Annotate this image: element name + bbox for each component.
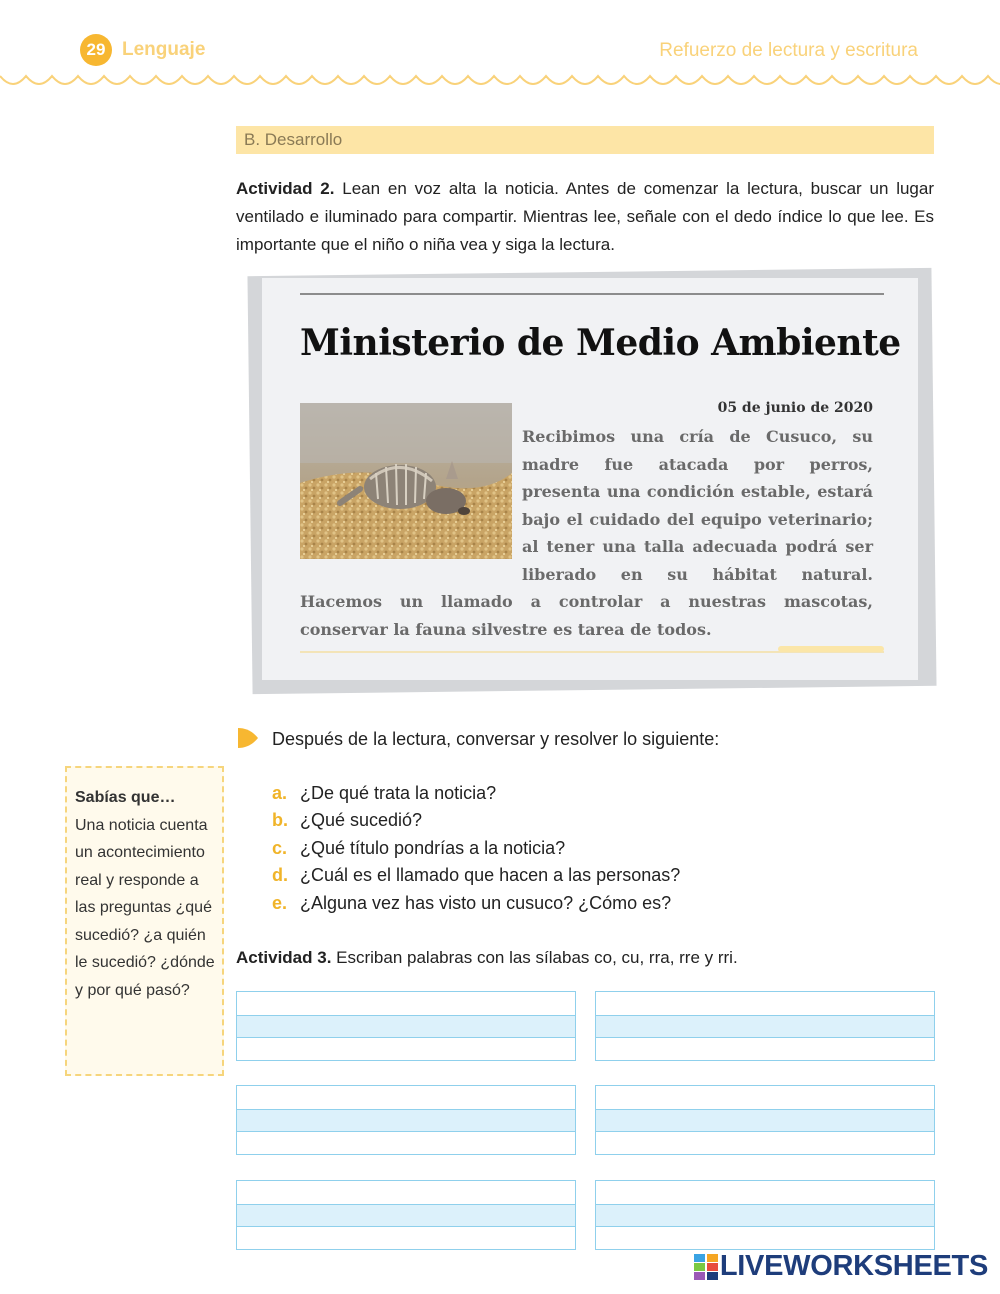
section-bar: [236, 126, 934, 154]
activity-3-text: Escriban palabras con las sílabas co, cu, rra, rre y rri.: [331, 948, 738, 967]
activity-2-text: Lean en voz alta la noticia. Antes de comenzar la lectura, buscar un lugar ventilado e iluminado para compartir. Mientras lee, señale con el dedo índice lo que lee. Es importante que el niño o niña vea y siga la lectura.: [236, 179, 934, 254]
section-label: B. Desarrollo: [244, 130, 343, 149]
activity-3-instructions: [236, 944, 738, 972]
question-a: a. ¿De qué trata la noticia?: [272, 783, 497, 803]
writing-box-6[interactable]: [595, 1180, 935, 1250]
news-card: [262, 278, 918, 680]
writing-box-2[interactable]: [595, 991, 935, 1061]
fact-box-title: Sabías que…: [75, 789, 176, 806]
news-body-text: Recibimos una cría de Cusuco, su madre fue atacada por perros, presenta una condición estable, estará bajo el cuidado del equipo veterinario; al tener una talla adecuada podrá ser liberado en su hábitat natural. Hacemos un llamado a controlar a nuestras mascotas, conservar la fauna silvestre es tarea de todos.: [300, 427, 873, 639]
question-e: e. ¿Alguna vez has visto un cusuco? ¿Cómo es?: [272, 893, 672, 913]
activity-2-label: Actividad 2.: [236, 179, 335, 198]
writing-box-3[interactable]: [236, 1085, 576, 1155]
page-number-badge: 29: [80, 34, 112, 66]
yellow-bullet-icon: [236, 726, 260, 750]
armadillo-photo: [300, 403, 512, 559]
news-date: 05 de junio de 2020: [717, 400, 873, 416]
writing-box-1[interactable]: [236, 991, 576, 1061]
fact-box: [65, 766, 224, 1076]
activity-3-label: Actividad 3.: [236, 948, 332, 967]
subject-title: Lenguaje: [122, 39, 206, 60]
news-top-rule: [300, 293, 884, 295]
liveworksheets-logo-icon: [694, 1254, 718, 1280]
after-reading-instruction: Después de la lectura, conversar y resolver lo siguiente:: [272, 729, 720, 749]
news-bottom-accent: [778, 646, 884, 652]
header-book-title: Refuerzo de lectura y escritura: [659, 40, 918, 61]
liveworksheets-logo-text: LIVEWORKSHEETS: [719, 1250, 988, 1282]
fact-box-text: Una noticia cuenta un acontecimiento real y responde a las preguntas ¿qué sucedió? ¿a quién le sucedió? ¿dónde y por qué pasó?: [75, 816, 215, 999]
question-c: c. ¿Qué título pondrías a la noticia?: [272, 838, 566, 858]
wavy-divider: [0, 66, 1000, 94]
activity-2-instructions: [236, 175, 934, 259]
question-d: d. ¿Cuál es el llamado que hacen a las personas?: [272, 865, 681, 885]
liveworksheets-logo[interactable]: [694, 1250, 988, 1283]
question-b: b. ¿Qué sucedió?: [272, 810, 423, 830]
writing-box-5[interactable]: [236, 1180, 576, 1250]
writing-box-4[interactable]: [595, 1085, 935, 1155]
news-title: Ministerio de Medio Ambiente: [300, 322, 901, 364]
